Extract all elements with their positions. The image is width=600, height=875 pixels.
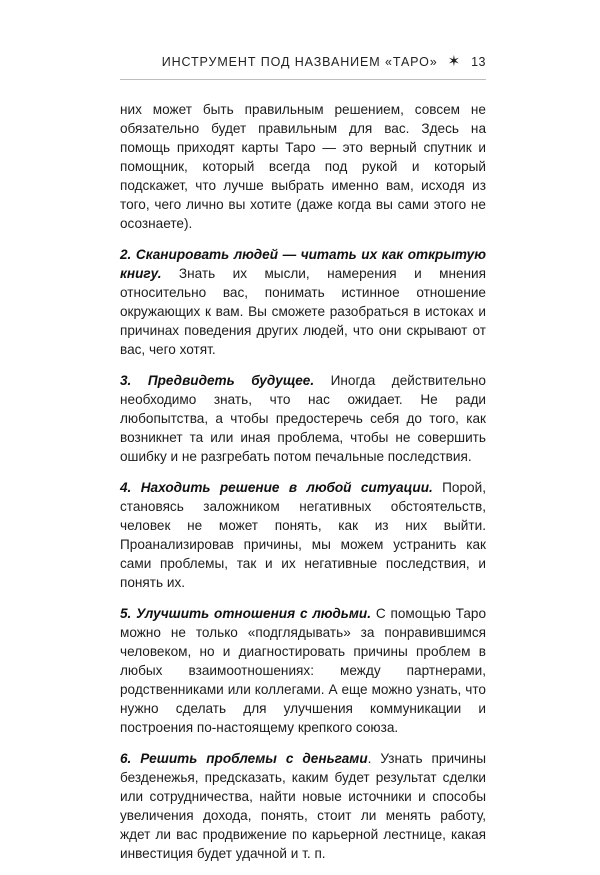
list-item-heading: 4. Находить решение в любой ситуации.	[120, 480, 433, 495]
list-item-text: Знать их мысли, намерения и мнения относительно вас, понимать истинное отношение окружающих к вам. Вы сможете разобраться в истоках и причинах поведения других людей, что они скрывают от вас, чего хотят.	[120, 266, 486, 357]
list-item-text: Иногда действительно необходимо знать, что нас ожидает. Не ради любопытства, а чтобы предостеречь себя до того, как возникнет та или иная проблема, чтобы не совершить ошибку и не разгребать потом печальные последствия.	[120, 373, 486, 464]
page-number: 13	[471, 54, 486, 69]
list-item-heading: 5. Улучшить отношения с людьми.	[120, 606, 371, 621]
list-item-text: . Узнать причины безденежья, предсказать, каким будет результат сделки или сотрудничества, найти новые источники и способы увеличения дохода, понять, стоит ли менять работу, ждет ли вас продвижение по карьерной лестнице, какая инвестиция будет удачной и т. п.	[120, 751, 486, 861]
running-title: ИНСТРУМЕНТ ПОД НАЗВАНИЕМ «ТАРО»	[161, 54, 438, 69]
list-item-improve-relations	[120, 604, 486, 737]
list-item-heading: 3. Предвидеть будущее.	[120, 373, 315, 388]
list-item-find-solution	[120, 478, 486, 592]
list-item-heading: 2. Сканировать людей — читать их как открытую книгу.	[120, 247, 486, 281]
list-item-text: С помощью Таро можно не только «подглядывать» за понравившимся человеком, но и диагностировать причины проблем в любых взаимоотношениях: между партнерами, родственниками или коллегами. А еще можно узнать, что нужно сделать для улучшения коммуникации и построения по-настоящему крепкого союза.	[120, 606, 487, 735]
list-item-money-problems	[120, 749, 486, 863]
star-ornament-icon: ✶	[447, 53, 462, 70]
list-item-text: Порой, становясь заложником негативных обстоятельств, человек не может понять, как из них выйти. Проанализировав причины, мы можем устранить как сами проблемы, так и их негативные последствия, и понять их.	[120, 480, 486, 590]
list-item-foresee-future	[120, 371, 486, 466]
paragraph-text: них может быть правильным решением, совсем не обязательно будет правильным для вас. Здесь на помощь приходят карты Таро — это верный спутник и помощник, который всегда под рукой и который подскажет, что лучше выбрать именно вам, исходя из того, чего лично вы хотите (даже когда вы сами этого не осознаете).	[120, 102, 486, 231]
list-item-scan-people	[120, 245, 486, 359]
paragraph-continuation	[120, 100, 486, 233]
page-body	[120, 100, 486, 875]
header-divider	[120, 79, 486, 80]
list-item-heading: 6. Решить проблемы с деньгами	[120, 751, 368, 766]
running-header	[120, 54, 486, 78]
